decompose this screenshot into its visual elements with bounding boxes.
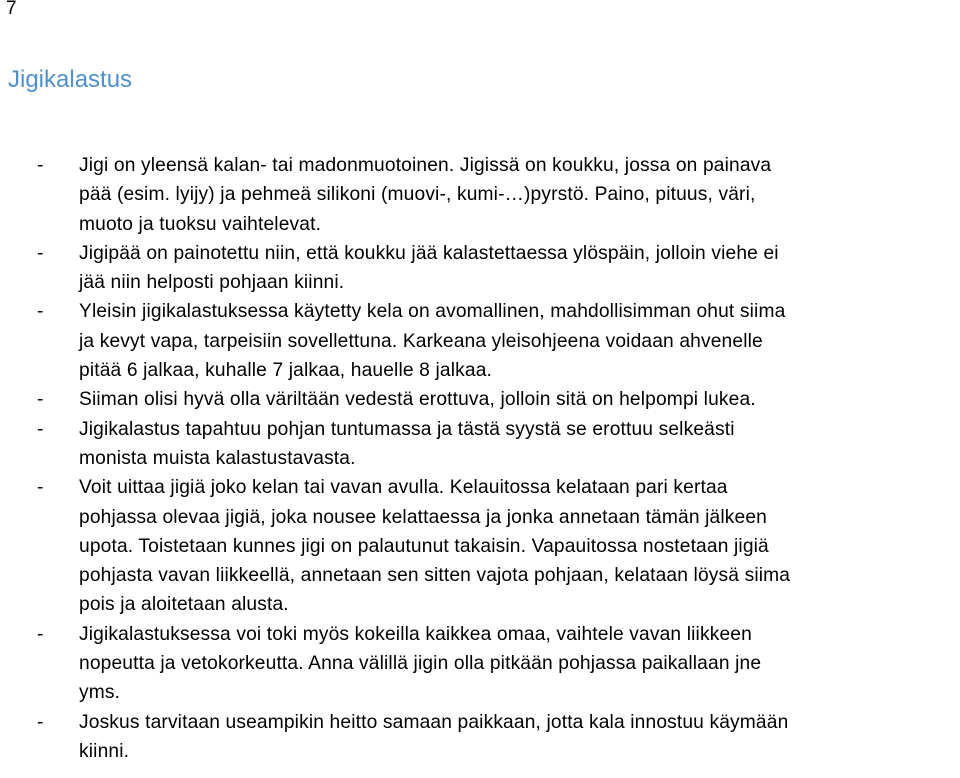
text-line: Joskus tarvitaan useampikin heitto samaan paikkaan, jotta kala innostuu käymään bbox=[79, 711, 789, 733]
bullet-text bbox=[79, 151, 957, 239]
bullet-item bbox=[37, 297, 957, 385]
bullet-dash: - bbox=[37, 155, 44, 176]
bullet-item bbox=[37, 385, 957, 414]
text-line: upota. Toistetaan kunnes jigi on palautunut takaisin. Vapauitossa nostetaan jigiä bbox=[79, 535, 769, 557]
bullet-text bbox=[79, 385, 957, 414]
bullet-dash: - bbox=[37, 418, 44, 440]
bullet-text bbox=[79, 620, 957, 708]
text-line: muoto ja tuoksu vaihtelevat. bbox=[79, 213, 322, 235]
bullet-dash: - bbox=[37, 623, 44, 645]
bullet-text bbox=[79, 297, 957, 385]
text-line: pitää 6 jalkaa, kuhalle 7 jalkaa, hauelle 8 jalkaa. bbox=[79, 360, 492, 382]
bullet-text bbox=[79, 473, 957, 619]
text-line: nopeutta ja vetokorkeutta. Anna välillä jigin olla pitkään pohjassa paikallaan jne bbox=[79, 653, 762, 675]
text-line: pois ja aloitetaan alusta. bbox=[79, 594, 289, 616]
bullet-dash: - bbox=[37, 477, 44, 499]
text-line: yms. bbox=[79, 682, 121, 704]
text-line: pohjasta vavan liikkeellä, annetaan sen sitten vajota pohjaan, kelataan löysä siima bbox=[79, 565, 791, 587]
text-line: Jigikalastuksessa voi toki myös kokeilla kaikkea omaa, vaihtele vavan liikkeen bbox=[79, 623, 752, 645]
text-line: Jigi on yleensä kalan- tai madonmuotoinen. Jigissä on koukku, jossa on painava bbox=[79, 155, 772, 176]
text-line: Jigipää on painotettu niin, että koukku jää kalastettaessa ylöspäin, jolloin viehe ei bbox=[79, 242, 779, 264]
page-title: Jigikalastus bbox=[8, 66, 133, 93]
text-line: jää niin helposti pohjaan kiinni. bbox=[79, 272, 345, 294]
text-line: Siiman olisi hyvä olla väriltään vedestä erottuva, jolloin sitä on helpompi lukea. bbox=[79, 389, 756, 411]
bullet-item bbox=[37, 239, 957, 298]
bullet-item bbox=[37, 151, 957, 239]
page-number: 7 bbox=[6, 0, 17, 19]
bullet-dash: - bbox=[37, 301, 44, 323]
bullet-text bbox=[79, 708, 957, 767]
bullet-item bbox=[37, 620, 957, 708]
bullet-item bbox=[37, 708, 957, 767]
bullet-dash: - bbox=[37, 389, 44, 411]
bullet-item bbox=[37, 415, 957, 474]
bullet-text bbox=[79, 239, 957, 298]
bullet-dash: - bbox=[37, 242, 44, 264]
bullet-item bbox=[37, 473, 957, 619]
text-line: pohjassa olevaa jigiä, joka nousee kelattaessa ja jonka annetaan tämän jälkeen bbox=[79, 506, 767, 528]
text-line: Voit uittaa jigiä joko kelan tai vavan avulla. Kelauitossa kelataan pari kertaa bbox=[79, 477, 728, 499]
bullet-dash: - bbox=[37, 711, 44, 733]
text-line: pää (esim. lyijy) ja pehmeä silikoni (muovi-, kumi-…)pyrstö. Paino, pituus, väri, bbox=[79, 184, 756, 206]
text-line: Jigikalastus tapahtuu pohjan tuntumassa ja tästä syystä se erottuu selkeästi bbox=[79, 418, 735, 440]
bullet-list bbox=[37, 151, 957, 766]
text-line: kiinni. bbox=[79, 740, 130, 762]
text-line: ja kevyt vapa, tarpeisiin sovellettuna. Karkeana yleisohjeena voidaan ahvenelle bbox=[79, 330, 763, 352]
bullet-text bbox=[79, 415, 957, 474]
text-line: Yleisin jigikalastuksessa käytetty kela on avomallinen, mahdollisimman ohut siima bbox=[79, 301, 786, 323]
text-line: monista muista kalastustavasta. bbox=[79, 447, 356, 469]
